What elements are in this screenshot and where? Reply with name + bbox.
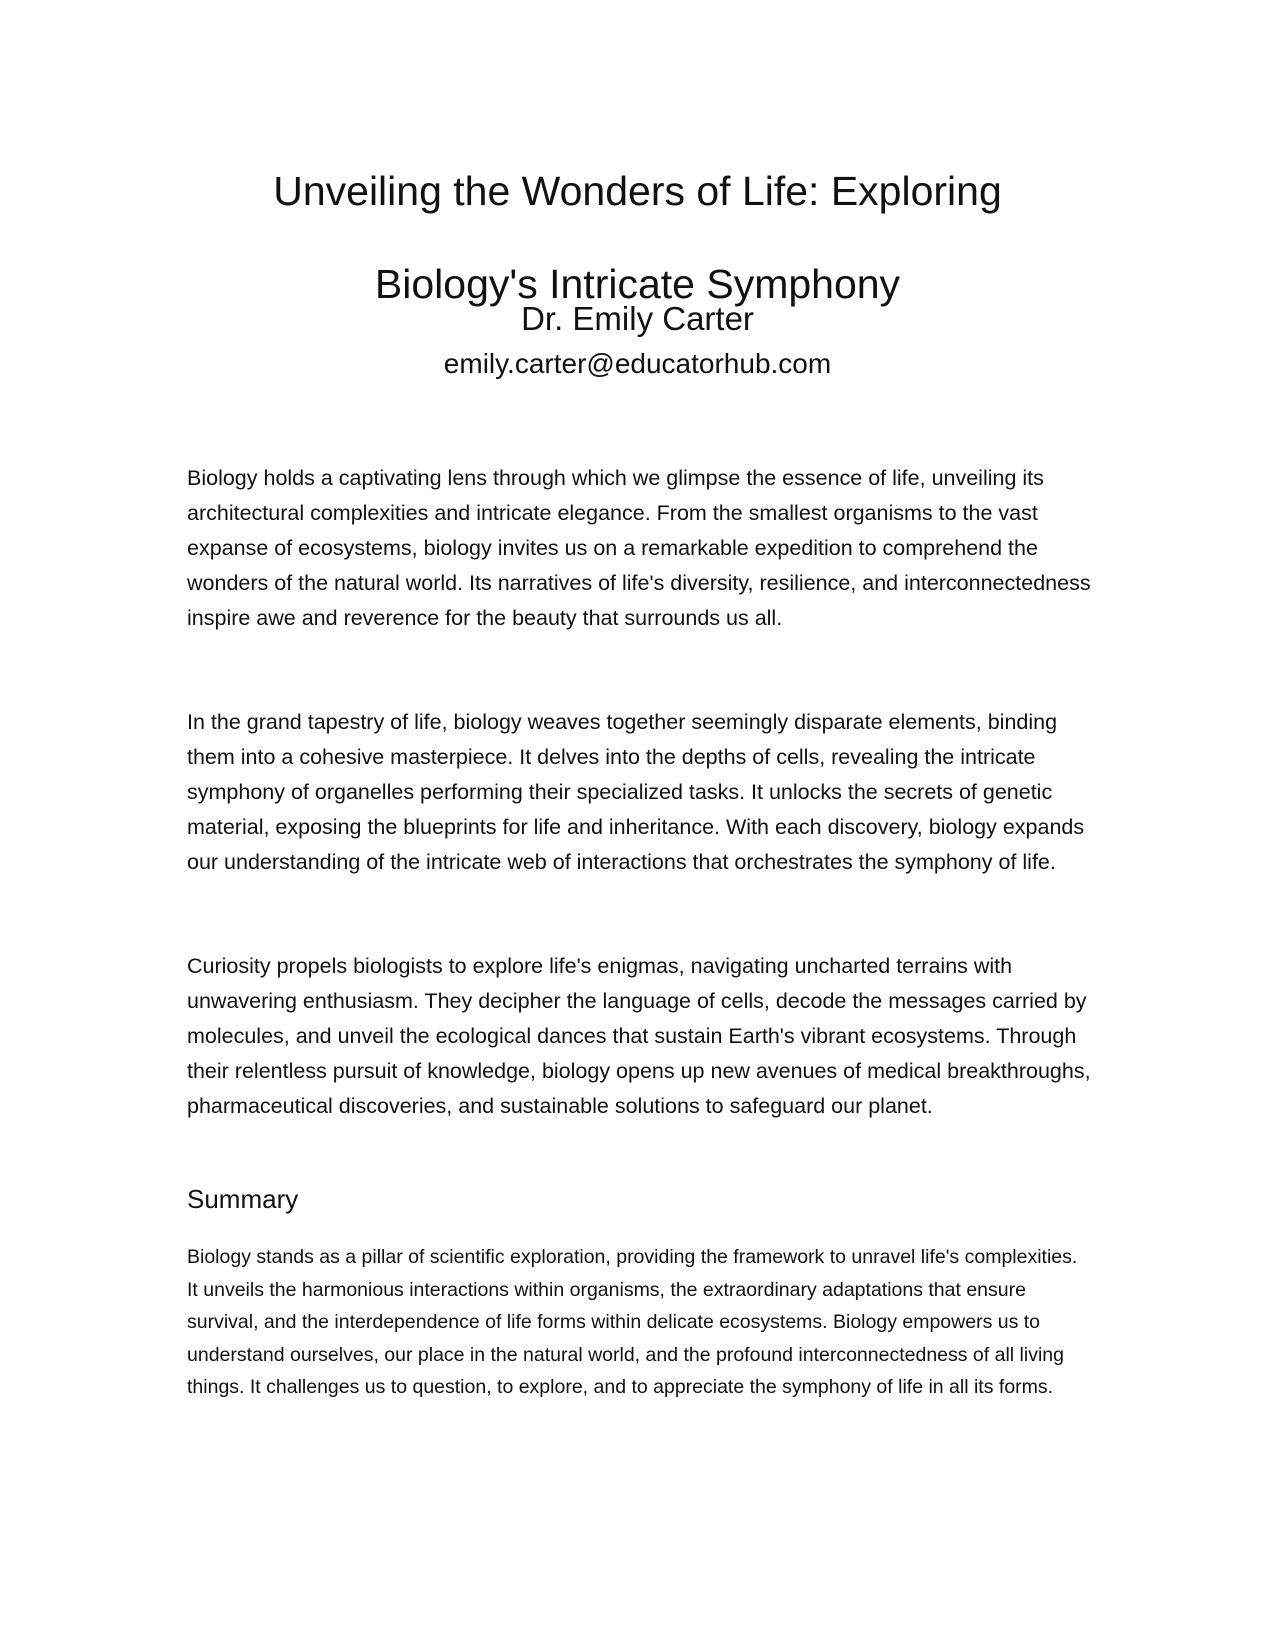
document-title: Unveiling the Wonders of Life: Exploring Biology's Intricate Symphony xyxy=(273,168,1002,307)
author-email: emily.carter@educatorhub.com xyxy=(443,348,832,379)
body-paragraph: In the grand tapestry of life, biology weaves together seemingly disparate elements, binding them into a cohesive masterpiece. It delves into the depths of cells, revealing the intricate symphony of organelles performing their specialized tasks. It unlocks the secrets of genetic material, exposing the blueprints for life and inheritance. With each discovery, biology expands our understanding of the intricate web of interactions that orchestrates the symphony of life. xyxy=(187,710,1085,874)
body-paragraph: Curiosity propels biologists to explore life's enigmas, navigating uncharted terrains with unwavering enthusiasm. They decipher the language of cells, decode the messages carried by molecules, and unveil the ecological dances that sustain Earth's vibrant ecosystems. Through their relentless pursuit of knowledge, biology opens up new avenues of medical breakthroughs, pharmaceutical discoveries, and sustainable solutions to safeguard our planet. xyxy=(187,954,1091,1118)
author-name: Dr. Emily Carter xyxy=(521,300,754,337)
body-paragraph: Biology holds a captivating lens through which we glimpse the essence of life, unveiling its architectural complexities and intricate elegance. From the smallest organisms to the vast expanse of ecosystems, biology invites us on a remarkable expedition to comprehend the wonders of the natural world. Its narratives of life's diversity, resilience, and interconnectedness inspire awe and reverence for the beauty that surrounds us all. xyxy=(187,466,1091,630)
summary-heading: Summary xyxy=(187,1184,299,1214)
summary-paragraph: Biology stands as a pillar of scientific exploration, providing the framework to unravel life's complexities. It unveils the harmonious interactions within organisms, the extraordinary adaptations that ensure survival, and the interdependence of life forms within delicate ecosystems. Biology empowers us to understand ourselves, our place in the natural world, and the profound interconnectedness of all living things. It challenges us to question, to explore, and to appreciate the symphony of life in all its forms. xyxy=(187,1246,1078,1398)
